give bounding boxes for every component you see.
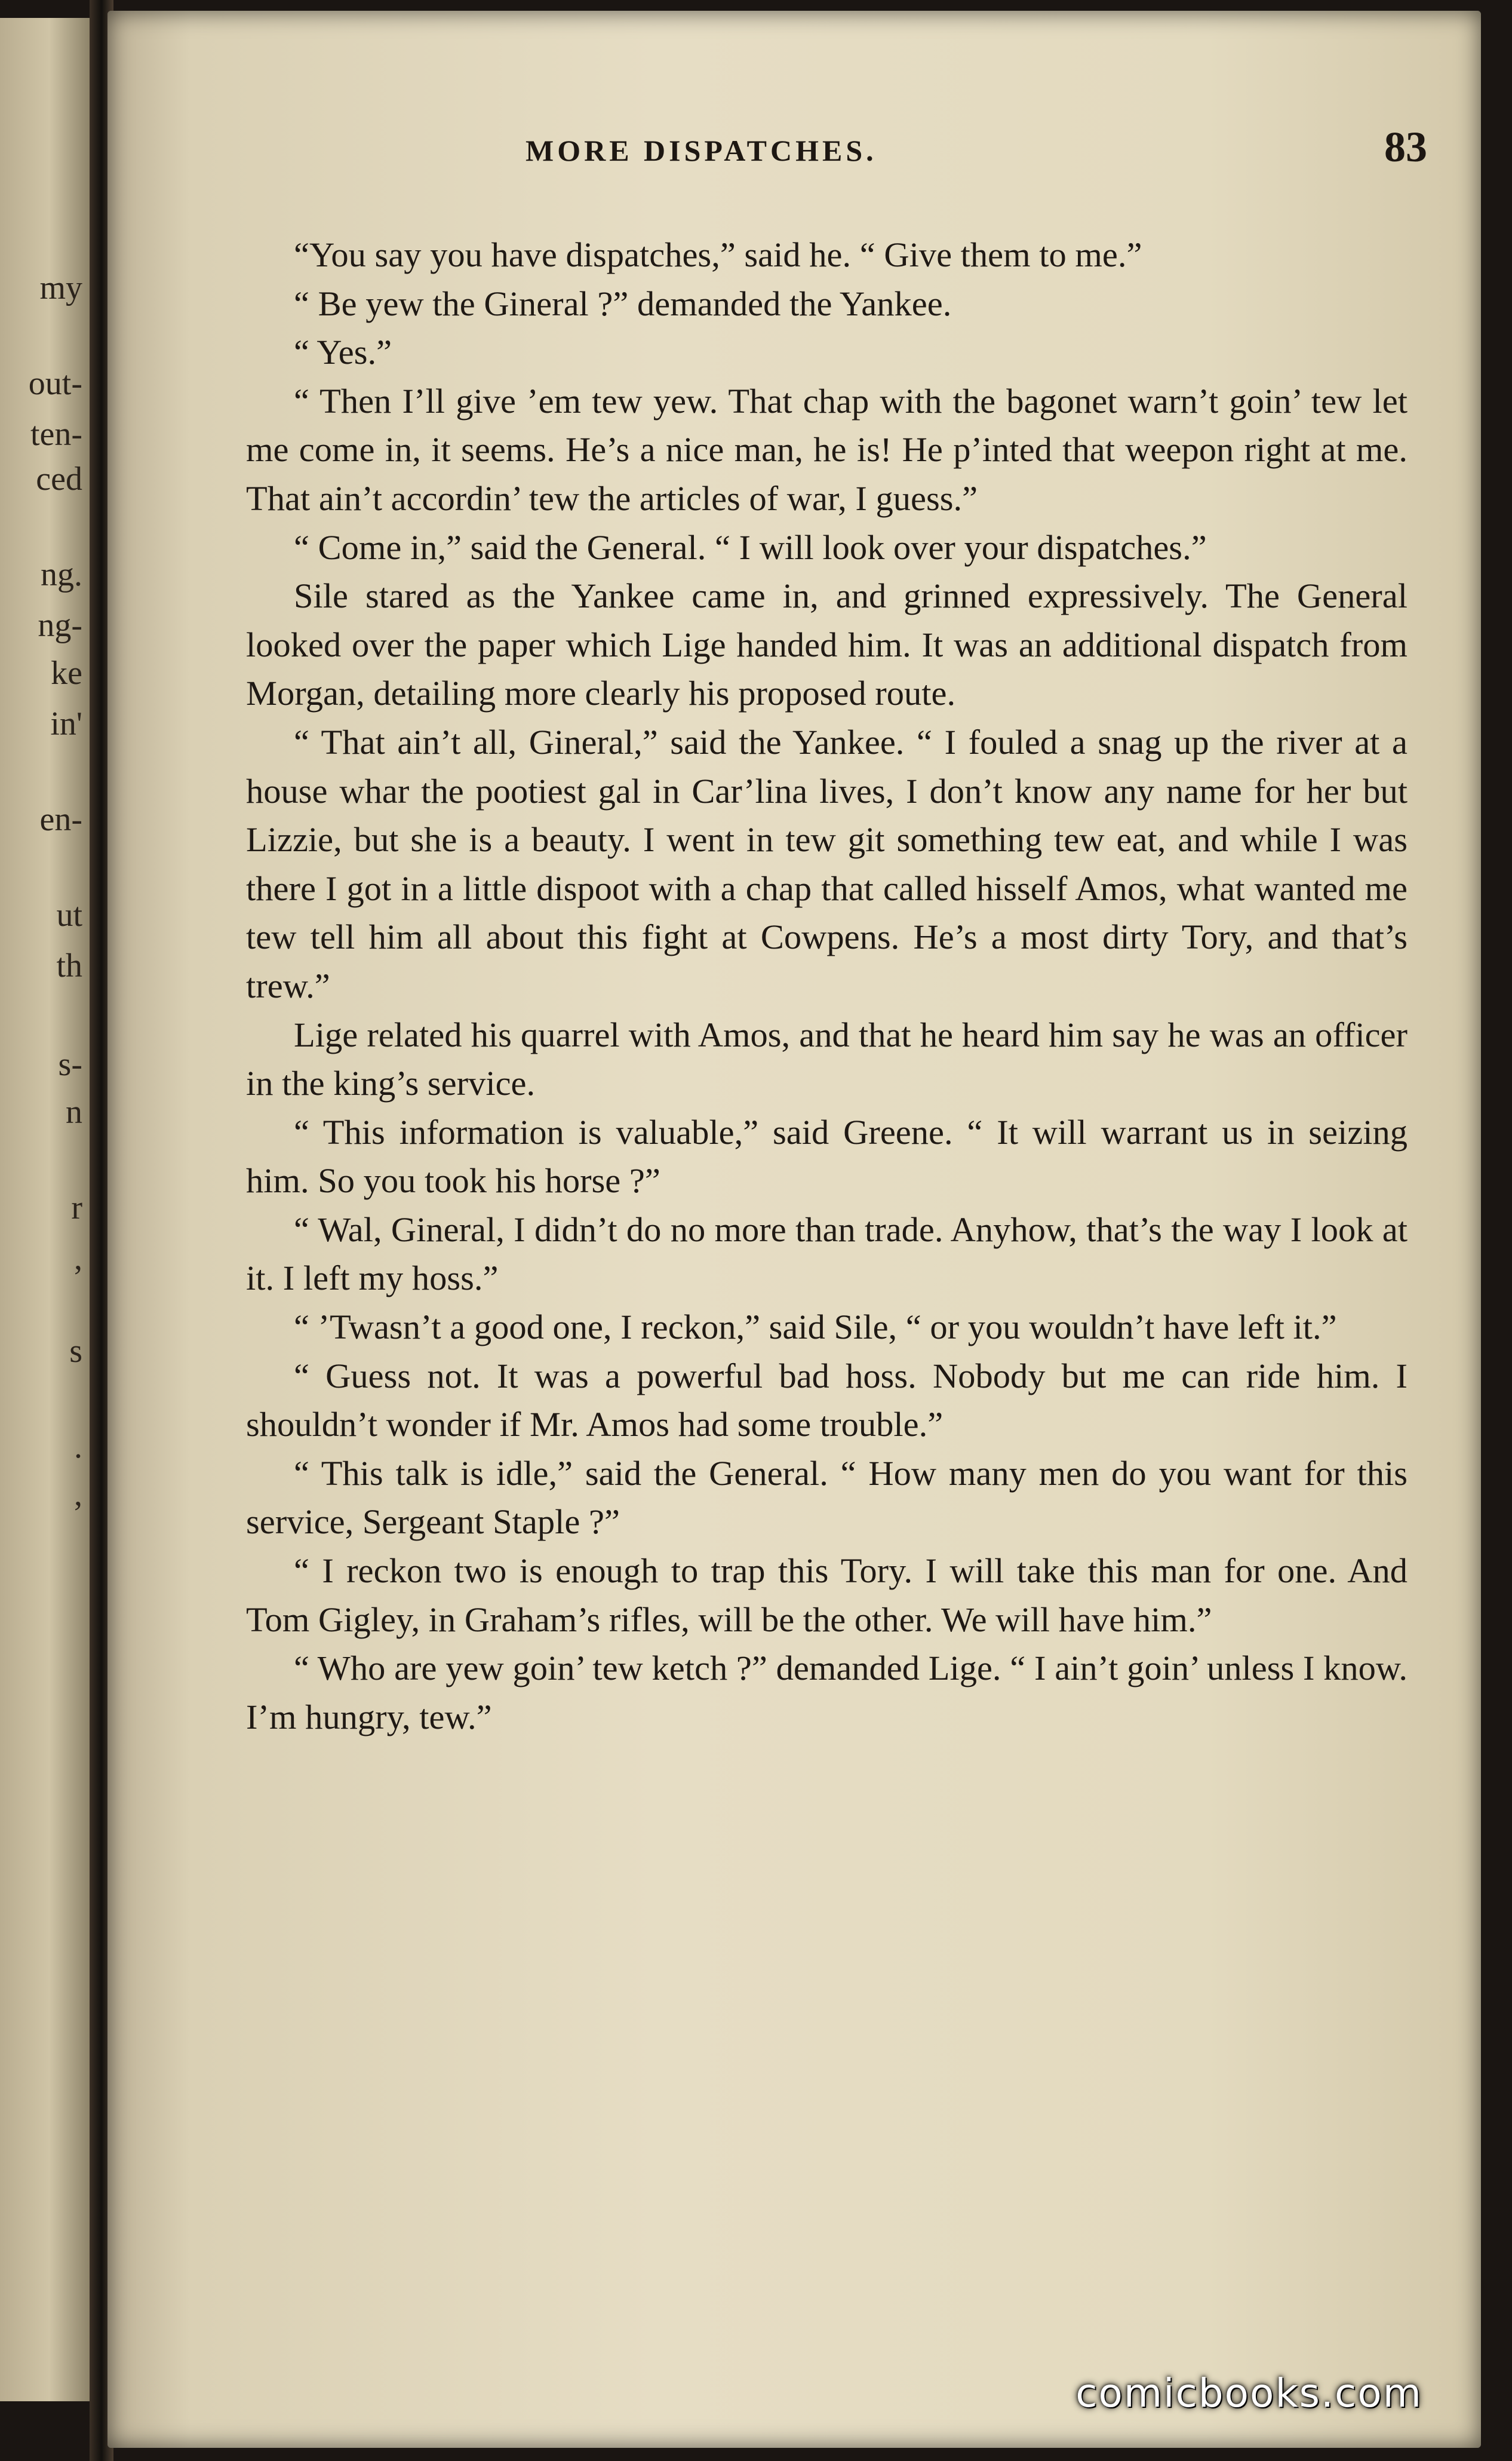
previous-page-text-fragment: ,: [74, 1476, 82, 1513]
paragraph: “ That ain’t all, Gineral,” said the Yankee. “ I fouled a snag up the river at a house whar the pootiest gal in Car’lina lives, I don’t know any name for her but Lizzie, but she is a beauty. I went in tew git something tew eat, and while I was there I got in a little dispoot with a chap that called hisself Amos, what wanted me tew tell him all about this fight at Cowpens. He’s a most dirty Tory, and that’s trew.”: [246, 722, 1407, 1005]
paragraph: Sile stared as the Yankee came in, and grinned expressively. The General looked over the paper which Lige handed him. It was an additional dispatch from Morgan, detailing more clearly his proposed route.: [246, 576, 1407, 713]
previous-page-text-fragment: ng.: [41, 556, 82, 593]
paragraph: “ Come in,” said the General. “ I will look over your dispatches.”: [294, 527, 1207, 567]
paragraph: “ Guess not. It was a powerful bad hoss. Nobody but me can ride him. I shouldn’t wonder if Mr. Amos had some trouble.”: [246, 1356, 1407, 1444]
paragraph: “You say you have dispatches,” said he. “ Give them to me.”: [294, 235, 1142, 274]
book-page: [107, 11, 1481, 2448]
paragraph: “ Then I’ll give ’em tew yew. That chap with the bagonet warn’t goin’ tew let me come in, it seems. He’s a nice man, he is! He p’inted that weepon right at me. That ain’t accordin’ tew the articles of war, I guess.”: [246, 381, 1407, 518]
previous-page-text-fragment: ten-: [30, 416, 82, 453]
previous-page-edge: [0, 18, 90, 2401]
paragraph: “ Be yew the Gineral ?” demanded the Yankee.: [294, 284, 952, 323]
paragraph: “ This information is valuable,” said Greene. “ It will warrant us in seizing him. So you took his horse ?”: [246, 1112, 1407, 1201]
paragraph: “ Yes.”: [294, 333, 392, 372]
previous-page-text-fragment: out-: [28, 365, 82, 402]
previous-page-text-fragment: ,: [74, 1240, 82, 1277]
paragraph: “ Who are yew goin’ tew ketch ?” demanded Lige. “ I ain’t goin’ unless I know. I’m hungry, tew.”: [246, 1649, 1407, 1736]
previous-page-text-fragment: r: [71, 1189, 82, 1226]
paragraph: “ I reckon two is enough to trap this Tory. I will take this man for one. And Tom Gigley, in Graham’s rifles, will be the other. We will have him.”: [246, 1551, 1407, 1639]
paragraph: Lige related his quarrel with Amos, and that he heard him say he was an officer in the king’s service.: [246, 1015, 1407, 1103]
previous-page-text-fragment: ke: [51, 655, 82, 692]
site-watermark: comicbooks.com: [1075, 2370, 1422, 2416]
page-number: 83: [1384, 123, 1427, 171]
running-head: MORE DISPATCHES.: [525, 134, 877, 167]
previous-page-text-fragment: in': [50, 705, 82, 742]
previous-page-text-fragment: en-: [39, 801, 82, 838]
paragraph: “ Wal, Gineral, I didn’t do no more than trade. Anyhow, that’s the way I look at it. I left my hoss.”: [246, 1210, 1407, 1298]
paragraph: “ This talk is idle,” said the General. “ How many men do you want for this service, Sergeant Staple ?”: [246, 1453, 1407, 1542]
previous-page-text-fragment: s-: [58, 1046, 82, 1083]
previous-page-text-fragment: my: [39, 269, 82, 306]
previous-page-text-fragment: .: [74, 1428, 82, 1465]
page-header: [107, 123, 1463, 181]
previous-page-text-fragment: s: [69, 1333, 82, 1370]
previous-page-text-fragment: ut: [56, 897, 82, 934]
previous-page-text-fragment: th: [56, 947, 82, 984]
previous-page-text-fragment: ced: [36, 461, 82, 498]
body-text: [246, 231, 1407, 1741]
paragraph: “ ’Twasn’t a good one, I reckon,” said Sile, “ or you wouldn’t have left it.”: [294, 1308, 1337, 1347]
previous-page-text-fragment: n: [66, 1094, 82, 1131]
previous-page-text-fragment: ng-: [38, 607, 82, 644]
